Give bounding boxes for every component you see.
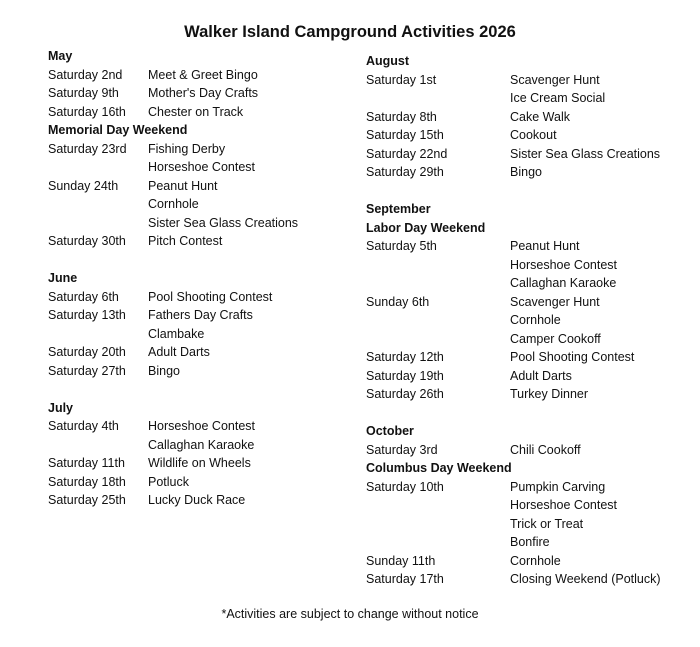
event-date [48, 436, 148, 455]
event-date [366, 311, 510, 330]
schedule-row [48, 343, 348, 362]
event-date [366, 256, 510, 275]
event-activity: Camper Cookoff [510, 331, 601, 346]
event-date [366, 274, 510, 293]
schedule-row [48, 436, 348, 455]
event-date [48, 158, 148, 177]
schedule-row [366, 293, 686, 312]
event-activity: Ice Cream Social [510, 91, 606, 105]
schedule-row [366, 108, 686, 127]
event-date: Saturday 4th [48, 419, 119, 433]
section-spacer [366, 182, 686, 201]
event-date: Saturday 10th [366, 479, 444, 494]
event-activity: Sister Sea Glass Creations [148, 215, 299, 230]
event-date: Saturday 8th [366, 109, 437, 124]
event-date: Saturday 26th [366, 387, 444, 401]
event-date: Saturday 20th [48, 345, 126, 359]
footnote: *Activities are subject to change without notice [221, 607, 479, 621]
section-header: August [366, 54, 410, 68]
schedule-row [48, 491, 348, 510]
schedule-row [366, 89, 686, 108]
event-date: Saturday 16th [48, 104, 126, 119]
schedule-row [366, 163, 686, 182]
event-activity: Cookout [510, 128, 557, 142]
event-activity: Pitch Contest [148, 234, 223, 248]
event-date [48, 325, 148, 344]
event-date: Saturday 22nd [366, 146, 448, 161]
schedule-row [48, 473, 348, 492]
schedule-row [366, 570, 686, 589]
event-activity: Fathers Day Crafts [148, 308, 253, 322]
event-activity: Cornhole [148, 197, 199, 211]
event-date [366, 496, 510, 515]
schedule-row [366, 126, 686, 145]
schedule-row [48, 306, 348, 325]
event-activity: Bingo [510, 165, 542, 179]
right-column [366, 52, 686, 589]
schedule-row [366, 311, 686, 330]
schedule-row [48, 214, 348, 233]
event-activity: Sister Sea Glass Creations [510, 146, 661, 161]
event-date: Saturday 13th [48, 308, 126, 322]
event-activity: Clambake [148, 326, 205, 341]
schedule-row [48, 140, 348, 159]
event-activity: Wildlife on Wheels [148, 456, 251, 470]
event-activity: Pumpkin Carving [510, 479, 606, 494]
event-date: Saturday 5th [366, 239, 437, 253]
schedule-row [366, 237, 686, 256]
event-activity: Pool Shooting Contest [510, 350, 635, 364]
event-activity: Cornhole [510, 313, 561, 327]
event-date: Saturday 15th [366, 128, 444, 142]
section-spacer [366, 404, 686, 423]
section-header: Memorial Day Weekend [48, 123, 188, 137]
event-activity: Horseshoe Contest [510, 498, 618, 512]
schedule-row [48, 84, 348, 103]
schedule-row [366, 385, 686, 404]
event-date: Saturday 23rd [48, 141, 127, 156]
event-activity: Bonfire [510, 535, 550, 549]
event-activity: Peanut Hunt [148, 178, 218, 193]
event-date: Saturday 6th [48, 289, 119, 304]
schedule-row [366, 348, 686, 367]
section-header: June [48, 271, 78, 285]
schedule-row [48, 325, 348, 344]
event-activity: Lucky Duck Race [148, 493, 246, 507]
event-date: Sunday 11th [366, 553, 436, 568]
event-date: Saturday 29th [366, 165, 444, 179]
event-date: Saturday 27th [48, 363, 126, 378]
event-activity: Scavenger Hunt [510, 294, 600, 309]
event-date [48, 214, 148, 233]
schedule-row [366, 71, 686, 90]
event-activity: Cornhole [510, 553, 561, 568]
event-date: Saturday 2nd [48, 67, 123, 82]
schedule-row [366, 256, 686, 275]
schedule-row [366, 145, 686, 164]
event-activity: Chester on Track [148, 104, 244, 119]
event-date: Saturday 9th [48, 86, 119, 100]
event-activity: Horseshoe Contest [148, 419, 256, 433]
schedule-row [48, 232, 348, 251]
event-date [366, 89, 510, 108]
event-activity: Callaghan Karaoke [148, 437, 255, 452]
event-activity: Horseshoe Contest [510, 257, 618, 272]
schedule-row [48, 103, 348, 122]
event-activity: Mother's Day Crafts [148, 86, 259, 100]
schedule-row [48, 158, 348, 177]
event-date: Saturday 11th [48, 456, 125, 470]
section-header: May [48, 49, 73, 63]
event-activity: Closing Weekend (Potluck) [510, 572, 661, 586]
section-header: Columbus Day Weekend [366, 461, 512, 475]
section-header: July [48, 400, 74, 415]
schedule-row [48, 66, 348, 85]
event-activity: Chili Cookoff [510, 442, 581, 457]
event-date [366, 515, 510, 534]
event-activity: Bingo [148, 363, 180, 378]
schedule-row [48, 417, 348, 436]
schedule-row [366, 330, 686, 349]
section-header: Labor Day Weekend [366, 220, 486, 235]
page-title: Walker Island Campground Activities 2026 [184, 23, 516, 41]
schedule-row [366, 478, 686, 497]
event-date: Saturday 17th [366, 572, 444, 586]
event-activity: Callaghan Karaoke [510, 276, 617, 290]
event-date: Saturday 18th [48, 474, 126, 489]
event-activity: Scavenger Hunt [510, 72, 600, 87]
event-date: Sunday 24th [48, 178, 119, 193]
schedule-row [366, 441, 686, 460]
event-date [48, 195, 148, 214]
event-date: Saturday 19th [366, 368, 444, 383]
event-activity: Fishing Derby [148, 141, 226, 156]
event-activity: Horseshoe Contest [148, 160, 256, 174]
schedule-row [366, 496, 686, 515]
event-date: Saturday 12th [366, 350, 444, 364]
schedule-row [48, 362, 348, 381]
event-activity: Cake Walk [510, 109, 570, 124]
schedule-row [366, 274, 686, 293]
event-date: Sunday 6th [366, 294, 430, 309]
schedule-row [366, 515, 686, 534]
event-date: Saturday 25th [48, 493, 126, 507]
schedule-row [48, 454, 348, 473]
schedule-row [48, 288, 348, 307]
event-activity: Adult Darts [510, 368, 572, 383]
event-activity: Meet & Greet Bingo [148, 67, 258, 82]
schedule-row [366, 533, 686, 552]
event-activity: Pool Shooting Contest [148, 289, 273, 304]
event-date [366, 330, 510, 349]
event-activity: Peanut Hunt [510, 239, 580, 253]
schedule-row [366, 367, 686, 386]
event-activity: Potluck [148, 474, 189, 489]
event-activity: Adult Darts [148, 345, 210, 359]
event-date: Saturday 3rd [366, 442, 438, 457]
schedule-row [48, 177, 348, 196]
left-column [48, 47, 348, 510]
event-date [366, 533, 510, 552]
schedule-row [48, 195, 348, 214]
section-header: September [366, 202, 431, 216]
event-activity: Turkey Dinner [510, 387, 589, 401]
section-spacer [48, 380, 348, 399]
section-header: October [366, 424, 414, 438]
schedule-row [366, 552, 686, 571]
event-date: Saturday 1st [366, 72, 437, 87]
event-date: Saturday 30th [48, 234, 126, 248]
event-activity: Trick or Treat [510, 516, 584, 531]
section-spacer [48, 251, 348, 270]
